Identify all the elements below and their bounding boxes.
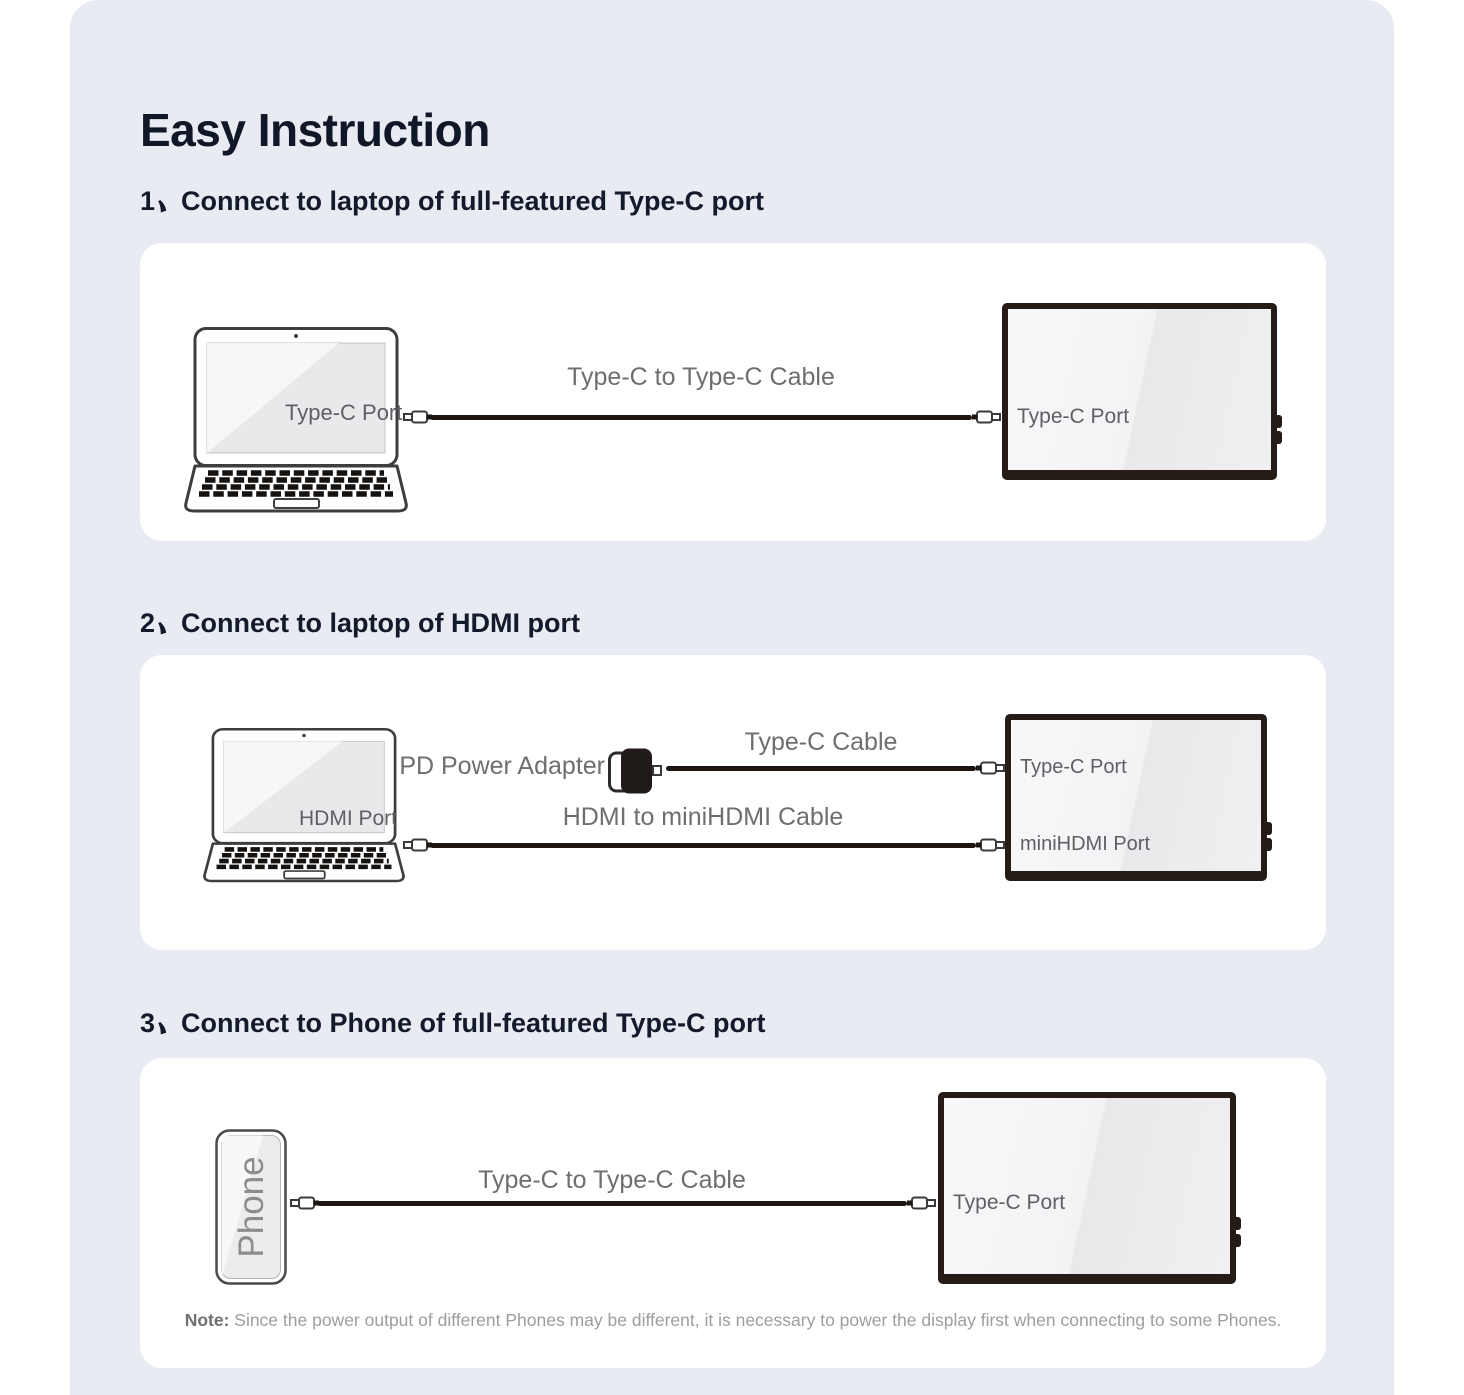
portable-monitor [1005,714,1267,881]
monitor-power-button [1266,822,1272,835]
monitor-screen [1011,720,1261,871]
monitor-port-label: Type-C Port [953,1191,1066,1214]
typec-cable-line [430,415,972,420]
note-body: Since the power output of different Phones may be different, it is necessary to power the display first when connecting to some Phones. [229,1310,1282,1330]
cable-label: Type-C to Type-C Cable [478,1166,746,1194]
phone-label: Phone [232,1156,271,1258]
instruction-card-3 [140,1058,1326,1368]
section-1-number: 1 [140,186,156,216]
trackpad [284,871,325,878]
hdmi-plug-icon [402,837,432,853]
cable-label: Type-C to Type-C Cable [567,363,835,391]
pd-adapter-label: PD Power Adapter [399,752,605,780]
monitor-power-button [1276,415,1282,428]
typec-plug-icon [972,409,1002,425]
monitor-menu-button [1276,431,1282,444]
typec-plug-icon [289,1195,319,1211]
laptop-port-label: HDMI Port [299,807,398,830]
content-panel [70,0,1394,1395]
laptop-port-label: Type-C Port [285,400,403,425]
note-prefix: Note: [184,1310,230,1330]
monitor-screen [944,1098,1230,1274]
instruction-card-1 [140,243,1326,541]
typec-plug-icon [402,409,432,425]
monitor-menu-button [1266,838,1272,851]
instruction-card-2 [140,655,1326,950]
monitor-screen [1008,309,1271,470]
typec-plug-icon [976,760,1006,776]
monitor-menu-button [1235,1234,1241,1247]
typec-cable-line [666,766,976,771]
webcam-dot [302,734,306,737]
monitor-typec-port-label: Type-C Port [1020,756,1127,778]
minihdmi-plug-icon [976,837,1006,853]
trackpad [274,499,319,508]
section-1-title: Connect to laptop of full-featured Type-C port [181,186,764,216]
hdmi-cable-line [430,843,976,848]
portable-monitor [1002,303,1277,480]
hdmi-cable-label: HDMI to miniHDMI Cable [562,803,844,831]
phone-illustration [215,1129,287,1285]
monitor-port-label: Type-C Port [1017,405,1130,428]
section-3-number: 3 [140,1008,156,1038]
page-title: Easy Instruction [140,104,490,156]
note-text [160,1310,1306,1331]
portable-monitor [938,1092,1236,1284]
section-2-number: 2 [140,608,156,638]
monitor-power-button [1235,1217,1241,1230]
ideographic-comma-icon [158,199,169,214]
ideographic-comma-icon [158,1021,169,1036]
monitor-minihdmi-port-label: miniHDMI Port [1020,833,1151,855]
typec-plug-icon [907,1195,937,1211]
section-heading-3 [140,1008,766,1039]
section-heading-2 [140,608,580,639]
pd-power-adapter-icon [608,747,666,795]
ideographic-comma-icon [158,621,169,636]
section-3-title: Connect to Phone of full-featured Type-C port [181,1008,766,1038]
section-heading-1 [140,186,764,217]
typec-cable-label: Type-C Cable [744,728,898,756]
typec-cable-line [317,1201,907,1206]
webcam-dot [294,334,298,338]
section-2-title: Connect to laptop of HDMI port [181,608,580,638]
